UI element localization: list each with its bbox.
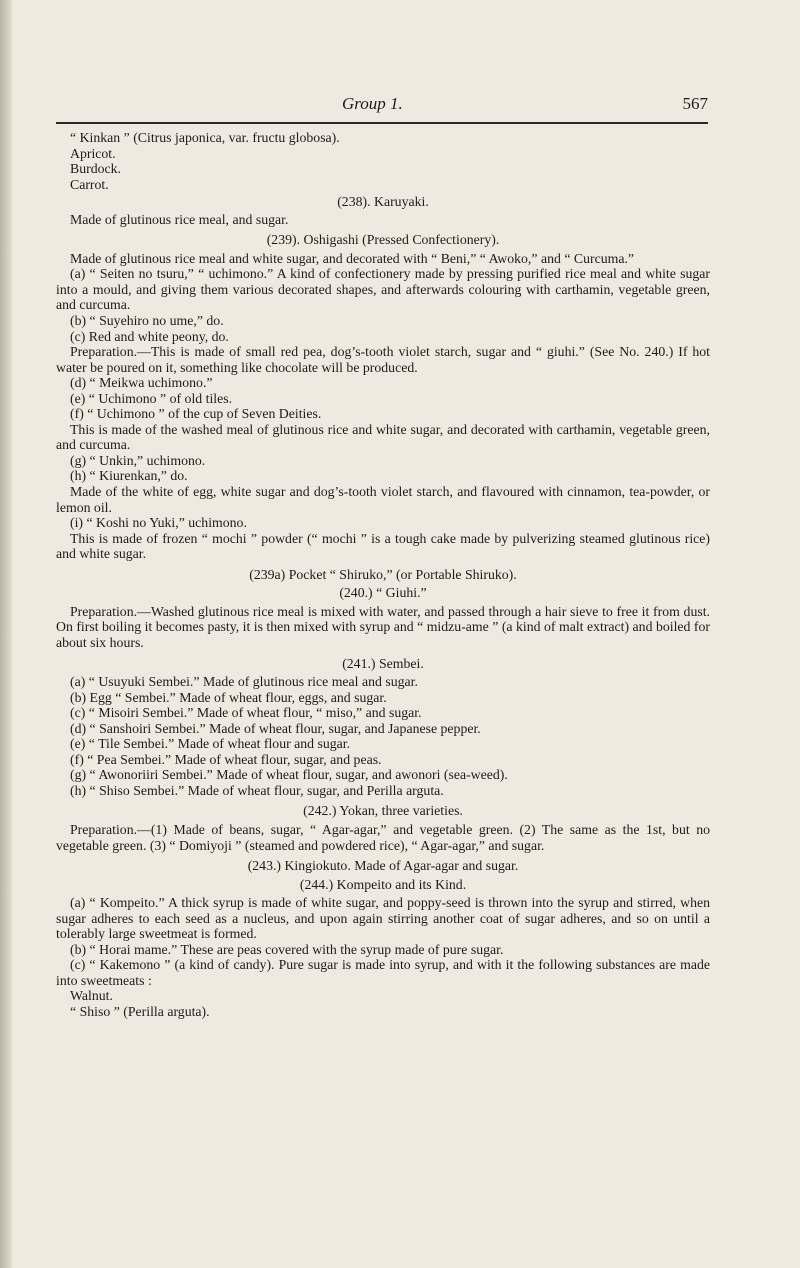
paragraph: (b) “ Horai mame.” These are peas covered with the syrup made of pure sugar. <box>70 941 504 957</box>
paragraph: This is made of frozen “ mochi ” powder (“ mochi ” is a tough cake made by pulverizing steamed glutinous rice) and white sugar. <box>56 530 710 562</box>
paragraph: (g) “ Awonoriiri Sembei.” Made of wheat flour, sugar, and awonori (sea-weed). <box>70 767 508 783</box>
header-rule <box>56 122 708 124</box>
paragraph: (i) “ Koshi no Yuki,” uchimono. <box>70 515 247 531</box>
section-heading: (242.) Yokan, three varieties. <box>303 803 463 819</box>
paragraph: Made of glutinous rice meal, and sugar. <box>70 211 289 227</box>
paragraph: Preparation.—This is made of small red pea, dog’s-tooth violet starch, sugar and “ giuhi.” (See No. 240.) If hot water be poured on it, something like chocolate will be produced. <box>56 344 710 375</box>
section-heading: (238). Karuyaki. <box>337 194 429 210</box>
section-heading: (241.) Sembei. <box>342 655 424 671</box>
paragraph: (d) “ Sanshoiri Sembei.” Made of wheat flour, sugar, and Japanese pepper. <box>70 720 481 736</box>
paragraph: Preparation.—(1) Made of beans, sugar, “ Agar-agar,” and vegetable green. (2) The same as the 1st, but no vegetable green. (3) “ Domiyoji ” (steamed and powdered rice), “ Agar-agar,” and sugar. <box>56 821 710 853</box>
paragraph: This is made of the washed meal of glutinous rice and white sugar, and decorated with carthamin, vegetable green, and curcuma. <box>56 421 710 453</box>
paragraph: Burdock. <box>70 161 121 177</box>
paragraph: Made of glutinous rice meal and white sugar, and decorated with “ Beni,” “ Awoko,” and “ Curcuma.” <box>70 250 635 266</box>
paragraph: (a) “ Kompeito.” A thick syrup is made of white sugar, and poppy-seed is thrown into the syrup and stirred, when sugar adheres to each seed as a nucleus, and upon again stirring another coat of sugar adheres, and so on until a tolerably large sweetmeat is formed. <box>56 895 710 942</box>
body-text <box>56 130 710 1020</box>
paragraph: Walnut. <box>70 988 113 1004</box>
running-head: Group 1. <box>342 94 403 113</box>
paragraph: (g) “ Unkin,” uchimono. <box>70 452 206 468</box>
paragraph: (e) “ Uchimono ” of old tiles. <box>70 390 233 406</box>
paragraph: Apricot. <box>70 145 116 161</box>
paragraph: (a) “ Usuyuki Sembei.” Made of glutinous rice meal and sugar. <box>70 674 418 690</box>
paragraph: (d) “ Meikwa uchimono.” <box>70 375 213 391</box>
section-heading: (240.) “ Giuhi.” <box>339 585 427 601</box>
page-header <box>56 94 708 118</box>
paragraph: (f) “ Pea Sembei.” Made of wheat flour, sugar, and peas. <box>70 751 382 767</box>
paragraph: (f) “ Uchimono ” of the cup of Seven Deities. <box>70 406 322 422</box>
paragraph: (c) Red and white peony, do. <box>70 328 229 344</box>
paragraph: (c) “ Misoiri Sembei.” Made of wheat flour, “ miso,” and sugar. <box>70 705 422 721</box>
paragraph: Carrot. <box>70 176 109 192</box>
section-heading: (239). Oshigashi (Pressed Confectionery). <box>266 232 500 248</box>
paragraph: “ Shiso ” (Perilla arguta). <box>70 1003 210 1019</box>
paragraph: (c) “ Kakemono ” (a kind of candy). Pure sugar is made into syrup, and with it the following substances are made into sweetmeats : <box>56 957 710 988</box>
paragraph: (b) “ Suyehiro no ume,” do. <box>70 313 224 329</box>
section-heading: (239a) Pocket “ Shiruko,” (or Portable Shiruko). <box>249 566 517 582</box>
paragraph: (h) “ Shiso Sembei.” Made of wheat flour, sugar, and Perilla arguta. <box>70 782 444 798</box>
paragraph: (h) “ Kiurenkan,” do. <box>70 468 188 484</box>
paragraph: Preparation.—Washed glutinous rice meal is mixed with water, and passed through a hair sieve to free it from dust. On first boiling it becomes pasty, it is then mixed with syrup and “ midzu-ame ” (a kind of malt extract) and boiled for about six hours. <box>56 603 710 650</box>
page-number: 567 <box>682 94 708 113</box>
page-edge-shadow <box>0 0 12 1268</box>
paragraph: “ Kinkan ” (Citrus japonica, var. fructu globosa). <box>70 130 340 145</box>
paragraph: (e) “ Tile Sembei.” Made of wheat flour and sugar. <box>70 736 351 752</box>
section-heading: (243.) Kingiokuto. Made of Agar-agar and sugar. <box>247 858 519 874</box>
paragraph: (a) “ Seiten no tsuru,” “ uchimono.” A kind of confectionery made by pressing purified rice meal and white sugar into a mould, and giving them various decorated shapes, and afterwards colouring with carthamin, vegetable green, and curcuma. <box>56 266 710 313</box>
paragraph: Made of the white of egg, white sugar and dog’s-tooth violet starch, and flavoured with cinnamon, tea-powder, or lemon oil. <box>56 484 710 515</box>
section-heading: (244.) Kompeito and its Kind. <box>299 876 467 892</box>
paragraph: (b) Egg “ Sembei.” Made of wheat flour, eggs, and sugar. <box>70 689 387 705</box>
